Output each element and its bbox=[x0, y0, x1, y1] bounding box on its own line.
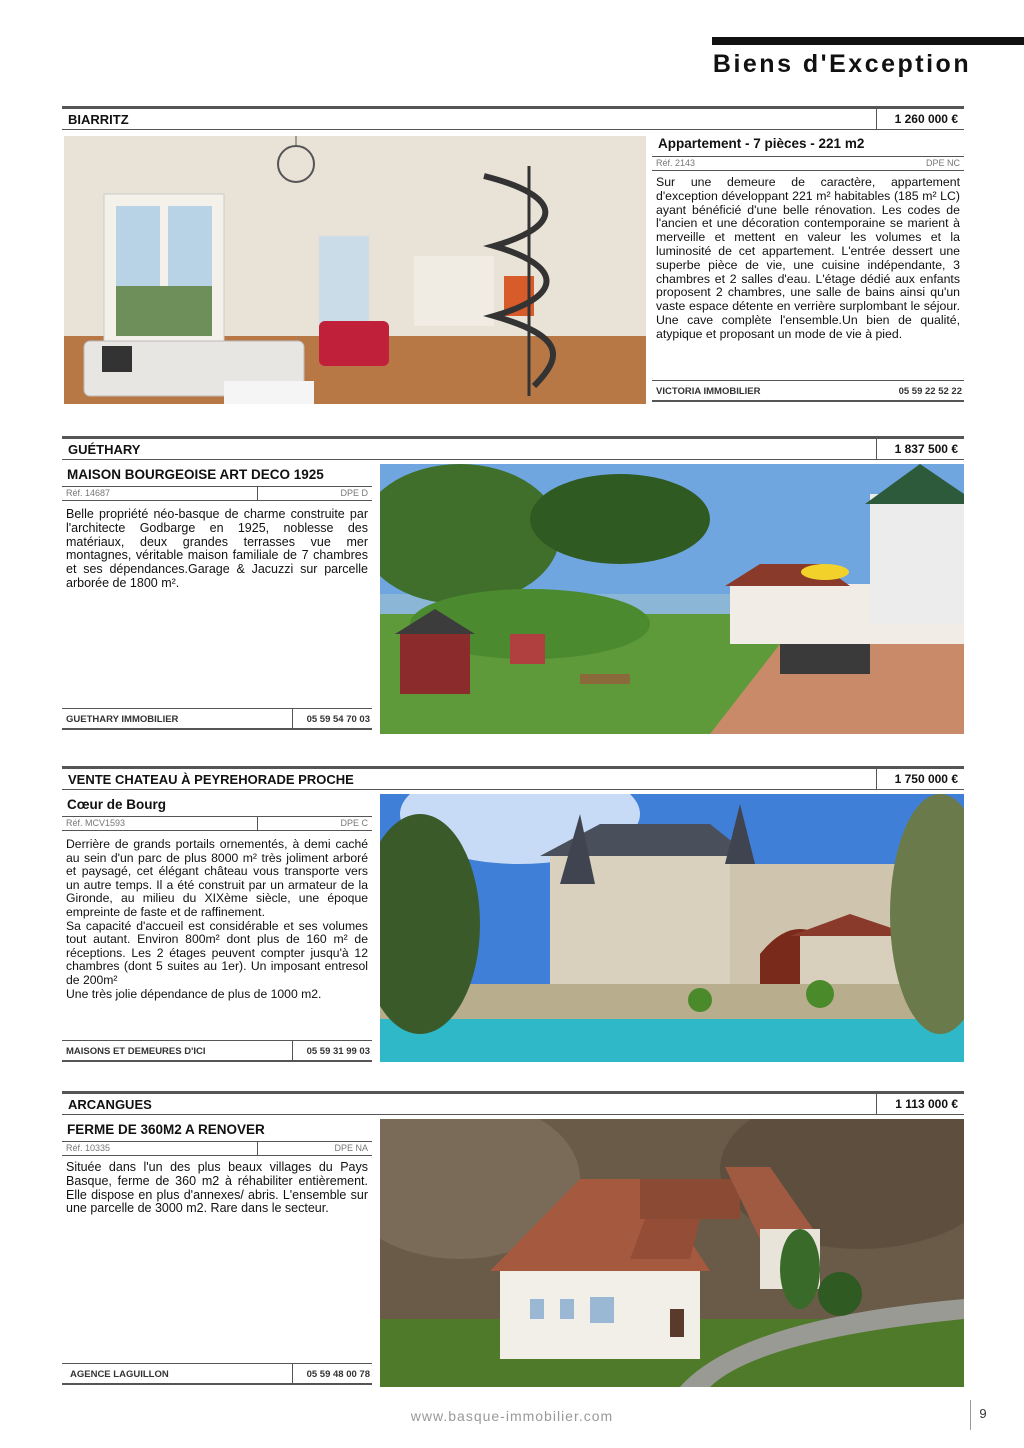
listing-description: Derrière de grands portails ornementés, à demi caché au sein d'un parc de plus 8000 m² très joliment arboré et paysagé, cet élégant château vous transporte vers un autre temps. Il a été construit par un armateur de la Gironde, au milieu du XIXème siècle, une époque empreinte de faste et de raffinement. Sa capacité d'accueil est considérable et ses volumes tout autant. Environ 800m² dont plus de 160 m² de réceptions. Les 2 étages peuvent compter jusqu'à 12 chambres (dont 5 suites au 1er). Un imposant entresol de 200m² Une très jolie dépendance de plus de 1000 m2. bbox=[66, 837, 368, 1001]
listing-subtitle: Appartement - 7 pièces - 221 m2 bbox=[658, 136, 865, 151]
listing-city: VENTE CHATEAU À PEYREHORADE PROCHE bbox=[68, 772, 354, 787]
top-accent-bar bbox=[712, 37, 1024, 45]
listing-description: Belle propriété néo-basque de charme construite par l'architecte Godbarge en 1925, noblesse des matériaux, deux grandes terrasses vue mer montagnes, véritable maison familiale de 7 chambres et ses dépendances.Garage & Jacuzzi sur parcelle arborée de 1800 m². bbox=[66, 507, 368, 590]
agency-phone[interactable]: 05 59 54 70 03 bbox=[306, 714, 370, 725]
agency-name: AGENCE LAGUILLON bbox=[70, 1369, 169, 1380]
listing-dpe: DPE C bbox=[340, 818, 368, 828]
page-title: Biens d'Exception bbox=[712, 50, 972, 78]
ref-row bbox=[62, 486, 372, 501]
listing-peyrehorade[interactable] bbox=[62, 766, 964, 1066]
listing-ref: Réf. 2143 bbox=[656, 158, 696, 168]
listing-header bbox=[62, 436, 964, 460]
agency-name: VICTORIA IMMOBILIER bbox=[656, 386, 761, 397]
listing-dpe: DPE NA bbox=[334, 1143, 368, 1153]
listing-price: 1 260 000 € bbox=[876, 109, 964, 129]
agency-phone[interactable]: 05 59 48 00 78 bbox=[306, 1369, 370, 1380]
agency-name: GUETHARY IMMOBILIER bbox=[66, 714, 179, 725]
page-number: 9 bbox=[970, 1400, 995, 1430]
agency-row bbox=[62, 708, 372, 730]
listing-arcangues[interactable] bbox=[62, 1091, 964, 1391]
listing-subtitle: Cœur de Bourg bbox=[67, 797, 166, 812]
listing-biarritz[interactable] bbox=[62, 106, 964, 406]
footer-url[interactable]: www.basque-immobilier.com bbox=[410, 1408, 614, 1424]
listing-dpe: DPE NC bbox=[925, 158, 960, 168]
listing-photo-chateau-pool[interactable] bbox=[380, 794, 964, 1062]
agency-row bbox=[652, 380, 964, 402]
listing-guethary[interactable] bbox=[62, 436, 964, 736]
ref-row bbox=[62, 1141, 372, 1156]
listing-price: 1 837 500 € bbox=[876, 439, 964, 459]
listing-info bbox=[62, 1119, 372, 1387]
listing-city: BIARRITZ bbox=[68, 112, 129, 127]
listing-info bbox=[652, 136, 964, 406]
listing-subtitle: MAISON BOURGEOISE ART DECO 1925 bbox=[67, 467, 324, 482]
agency-phone[interactable]: 05 59 22 52 22 bbox=[898, 386, 962, 397]
listing-info bbox=[62, 464, 372, 734]
listing-header bbox=[62, 766, 964, 790]
listing-ref: Réf. MCV1593 bbox=[66, 818, 126, 828]
agency-row bbox=[62, 1363, 372, 1385]
listing-ref: Réf. 14687 bbox=[66, 488, 111, 498]
listing-description: Sur une demeure de caractère, appartement d'exception développant 221 m² habitables (185 m² LC) ayant bénéficié d'une belle rénovation. Les codes de l'ancien et une décoration contemporaine se marient à merveille et mettent en valeur les volumes et la luminosité de cet appartement. L'entrée dessert une superbe pièce de vie, une cuisine indépendante, 3 chambres et 2 salles d'eau. L'étage dédié aux enfants proposent 2 chambres, une salle de bains ainsi qu'un vaste espace détente en verrière surplombant le séjour. Une cave complète l'ensemble.Un bien de qualité, atypique et proposant un mode de vie à pied. bbox=[656, 175, 960, 341]
listing-subtitle: FERME DE 360M2 A RENOVER bbox=[67, 1122, 265, 1137]
ref-row bbox=[652, 156, 964, 171]
agency-row bbox=[62, 1040, 372, 1062]
listing-city: GUÉTHARY bbox=[68, 442, 141, 457]
listing-photo-living-room[interactable] bbox=[64, 136, 646, 404]
ref-row bbox=[62, 816, 372, 831]
agency-name: MAISONS ET DEMEURES D'ICI bbox=[66, 1046, 206, 1057]
listing-city: ARCANGUES bbox=[68, 1097, 152, 1112]
listing-dpe: DPE D bbox=[340, 488, 368, 498]
listing-description: Située dans l'un des plus beaux villages du Pays Basque, ferme de 360 m2 à réhabiliter entièrement. Elle dispose en plus d'annexes/ abris. L'ensemble sur une parcelle de 3000 m2. Rare dans le secteur. bbox=[66, 1160, 368, 1216]
listing-info bbox=[62, 794, 372, 1064]
listing-photo-farmhouse[interactable] bbox=[380, 1119, 964, 1387]
listing-photo-garden-terrace[interactable] bbox=[380, 464, 964, 734]
listing-price: 1 750 000 € bbox=[876, 769, 964, 789]
listing-header bbox=[62, 106, 964, 130]
listing-header bbox=[62, 1091, 964, 1115]
listing-price: 1 113 000 € bbox=[876, 1094, 964, 1114]
agency-phone[interactable]: 05 59 31 99 03 bbox=[306, 1046, 370, 1057]
listing-ref: Réf. 10335 bbox=[66, 1143, 111, 1153]
